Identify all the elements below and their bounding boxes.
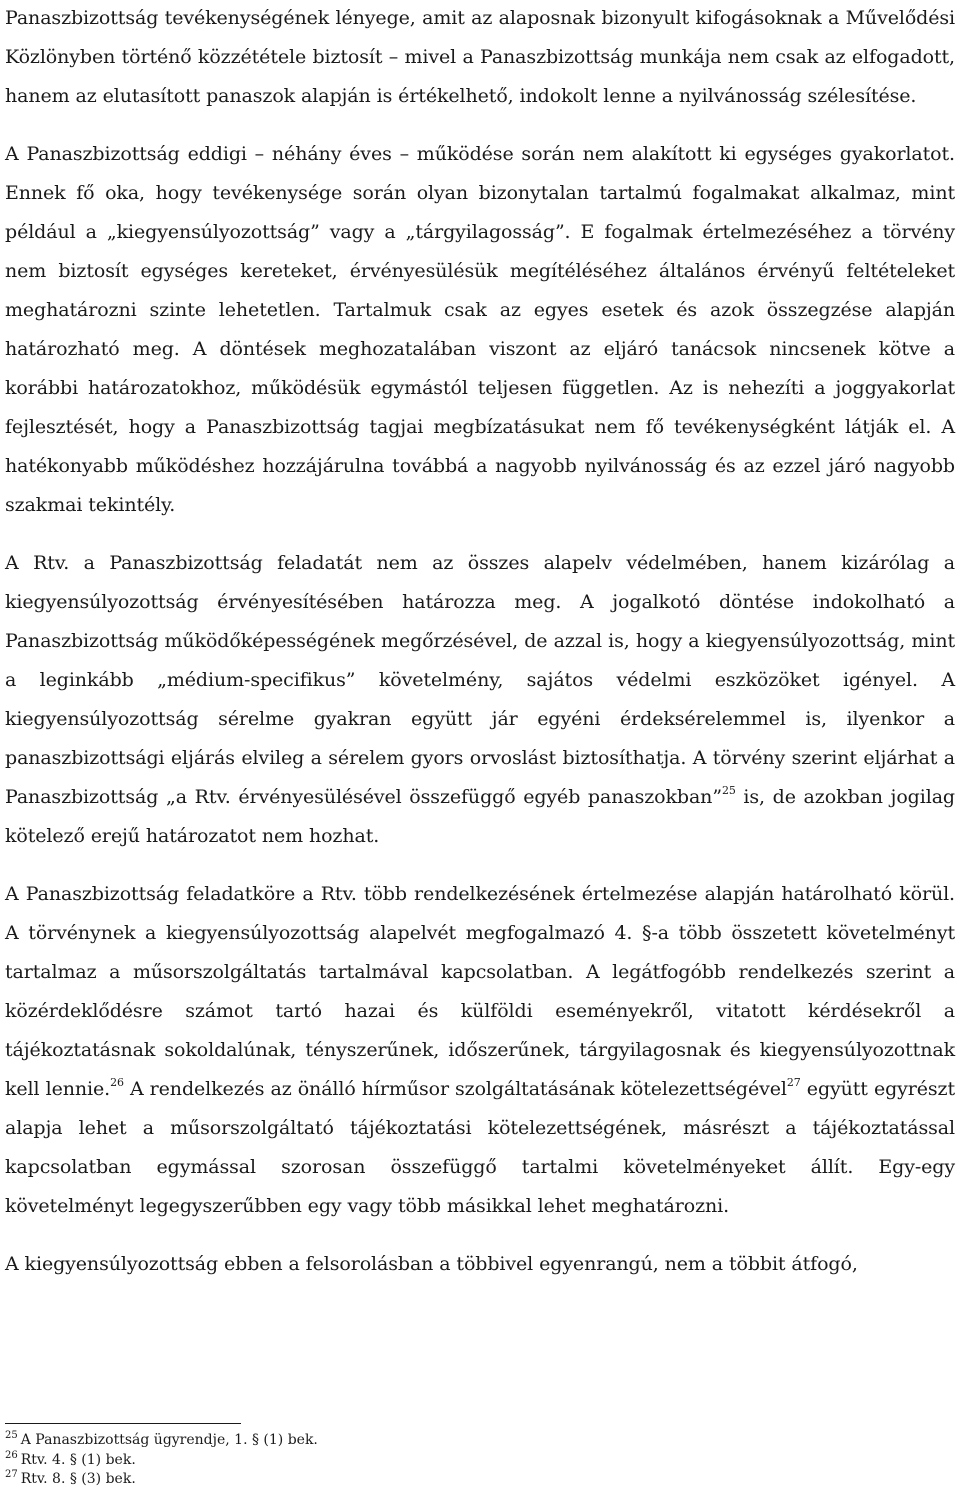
paragraph-4 [5, 875, 955, 1226]
footnote-ref-26[interactable]: 26 [110, 1075, 124, 1089]
footnote-number: 27 [5, 1469, 18, 1481]
paragraph-2 [5, 135, 955, 525]
paragraph-gap [5, 1226, 955, 1245]
footnote-text: Rtv. 4. § (1) bek. [20, 1451, 136, 1468]
paragraph-gap [5, 525, 955, 544]
footnote-text: A Panaszbizottság ügyrendje, 1. § (1) bek. [20, 1432, 318, 1448]
footnote-25 [5, 1431, 945, 1451]
footnote-27 [5, 1470, 945, 1490]
footnote-ref-25[interactable]: 25 [721, 783, 736, 797]
footnote-26 [5, 1451, 945, 1471]
paragraph-4-text-2: A rendelkezés az önálló hírműsor szolgáltatásának kötelezettségével [123, 1078, 787, 1100]
paragraph-5 [5, 1245, 955, 1284]
footnote-number: 26 [5, 1449, 18, 1461]
paragraph-1 [5, 0, 955, 116]
paragraph-3-text-after: is, de azokban jogilag kötelező erejű határozatot nem hozhat. [5, 786, 955, 847]
footnote-separator [5, 1423, 241, 1424]
document-page [5, 0, 956, 1487]
footnote-number: 25 [5, 1430, 18, 1442]
paragraph-gap [5, 116, 955, 135]
paragraph-4-text-1: A Panaszbizottság feladatköre a Rtv. több rendelkezésének értelmezése alapján határolható körül. A törvénynek a kiegyensúlyozottság alapelvét megfogalmazó 4. §-a több összetett követelményt tartalmaz a műsorszolgáltatás tartalmával kapcsolatban. A legátfogóbb rendelkezés szerint a közérdeklődésre számot tartó hazai és külföldi eseményekről, vitatott kérdésekről a tájékoztatásnak sokoldalúnak, tényszerűnek, időszerűnek, tárgyilagosnak és kiegyensúlyozottnak kell lennie. [5, 883, 955, 1100]
paragraph-2-text: A Panaszbizottság eddigi – néhány éves – működése során nem alakított ki egységes gyakorlatot. Ennek fő oka, hogy tevékenysége során olyan bizonytalan tartalmú fogalmakat alkalmaz, mint például a „kiegyensúlyozottság” vagy a „tárgyilagosság”. E fogalmak értelmezéséhez a törvény nem biztosít egységes kereteket, érvényesülésük megítéléséhez általános érvényű feltételeket meghatározni szinte lehetetlen. Tartalmuk csak az egyes esetek és azok összegzése alapján határozható meg. A döntések meghozatalában viszont az eljáró tanácsok nincsenek kötve a korábbi határozatokhoz, működésük egymástól teljesen független. Az is nehezíti a joggyakorlat fejlesztését, hogy a Panaszbizottság tagjai megbízatásukat nem fő tevékenységként látják el. A hatékonyabb működéshez hozzájárulna továbbá a nagyobb nyilvánosság és az ezzel járó nagyobb szakmai tekintély. [5, 143, 955, 516]
footnotes [5, 1431, 945, 1490]
paragraph-5-text: A kiegyensúlyozottság ebben a felsorolásban a többivel egyenrangú, nem a többit átfogó, [5, 1253, 858, 1275]
paragraph-gap [5, 856, 955, 875]
paragraph-3-text-before: A Rtv. a Panaszbizottság feladatát nem az összes alapelv védelmében, hanem kizárólag a kiegyensúlyozottság érvényesítésében határozza meg. A jogalkotó döntése indokolható a Panaszbizottság működőképességének megőrzésével, de azzal is, hogy a kiegyensúlyozottság, mint a leginkább „médium-specifikus” követelmény, sajátos védelmi eszközöket igényel. A kiegyensúlyozottság sérelme gyakran együtt jár egyéni érdeksérelemmel is, ilyenkor a panaszbizottsági eljárás elvileg a sérelem gyors orvoslást biztosíthatja. A törvény szerint eljárhat a Panaszbizottság „a Rtv. érvényesülésével összefüggő egyéb panaszokban” [5, 552, 955, 808]
paragraph-3 [5, 544, 955, 856]
paragraph-4-text-3: együtt egyrészt alapja lehet a műsorszolgáltató tájékoztatási kötelezettségének, másrészt a tájékoztatással kapcsolatban egymással szorosan összefüggő tartalmi követelményeket állít. Egy-egy követelményt legegyszerűbben egy vagy több másikkal lehet meghatározni. [5, 1078, 956, 1217]
body-text [5, 0, 955, 1284]
paragraph-1-text: Panaszbizottság tevékenységének lényege, amit az alaposnak bizonyult kifogásoknak a Művelődési Közlönyben történő közzététele biztosít – mivel a Panaszbizottság munkája nem csak az elfogadott, hanem az elutasított panaszok alapján is értékelhető, indokolt lenne a nyilvánosság szélesítése. [5, 7, 955, 107]
footnote-text: Rtv. 8. § (3) bek. [20, 1471, 136, 1487]
footnote-ref-27[interactable]: 27 [786, 1075, 801, 1089]
